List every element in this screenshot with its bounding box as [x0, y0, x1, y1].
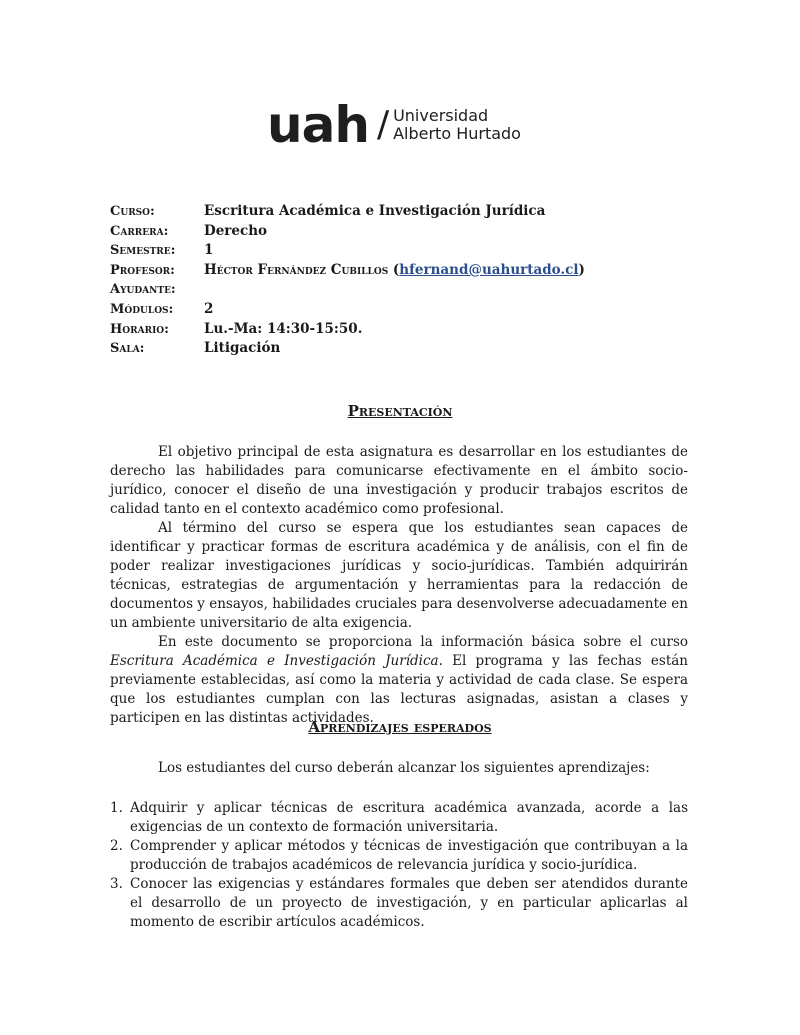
- meta-label: Sala:: [110, 341, 145, 357]
- logo-mark: uah: [267, 96, 369, 154]
- meta-value: 1: [204, 242, 214, 259]
- list-number: 2.: [110, 838, 123, 854]
- meta-label: Profesor:: [110, 262, 175, 278]
- meta-value: Lu.-Ma: 14:30-15:50.: [204, 320, 363, 337]
- list-number: 3.: [110, 876, 123, 892]
- university-logo: [267, 96, 521, 154]
- professor-email-link[interactable]: hfernand@uahurtado.cl: [399, 261, 579, 278]
- meta-label: Horario:: [110, 321, 169, 337]
- meta-value: Héctor Fernández Cubillos (hfernand@uahurtado.cl): [204, 261, 585, 278]
- aprendizajes-intro: [110, 759, 688, 778]
- meta-label: Curso:: [110, 204, 155, 219]
- meta-value: Litigación: [204, 340, 281, 357]
- course-title-italic: Escritura Académica e Investigación Jurídica: [110, 653, 439, 669]
- logo-slash: /: [376, 104, 390, 145]
- logo-name-line1: Universidad: [393, 106, 489, 125]
- list-item: [110, 799, 688, 837]
- meta-row-curso: [110, 202, 585, 222]
- section-title-presentacion: Presentación: [347, 402, 453, 420]
- meta-value: Derecho: [204, 222, 268, 239]
- meta-label: Módulos:: [110, 301, 174, 317]
- logo-name-line2: Alberto Hurtado: [393, 124, 521, 143]
- meta-label: Carrera:: [110, 223, 169, 239]
- meta-row-carrera: [110, 222, 585, 242]
- presentacion-body: [110, 443, 688, 728]
- paragraph: [110, 633, 688, 728]
- meta-row-semestre: [110, 241, 585, 261]
- meta-row-horario: [110, 320, 585, 340]
- list-item: [110, 875, 688, 932]
- learning-outcomes-list: [110, 799, 688, 932]
- list-text: Conocer las exigencias y estándares formales que deben ser atendidos durante el desarrollo de un proyecto de investigación, y en particular aplicarlas al momento de escribir artículos académicos.: [130, 876, 688, 930]
- meta-label: Semestre:: [110, 243, 176, 259]
- meta-row-sala: [110, 339, 585, 359]
- section-title-aprendizajes: Aprendizajes esperados: [308, 718, 492, 736]
- list-number: 1.: [110, 800, 123, 816]
- meta-label: Ayudante:: [110, 282, 176, 298]
- list-item: [110, 837, 688, 875]
- meta-row-modulos: [110, 300, 585, 320]
- meta-value: Escritura Académica e Investigación Jurídica: [204, 203, 546, 219]
- professor-name: Héctor Fernández Cubillos: [204, 261, 389, 278]
- paragraph-text: . El programa y las fechas están previamente establecidas, así como la materia y actividad de cada clase. Se espera que los estudiantes cumplan con las lecturas asignadas, asistan a clases y participen en las distintas actividades.: [110, 653, 688, 726]
- course-info: [110, 202, 585, 359]
- list-text: Comprender y aplicar métodos y técnicas de investigación que contribuyan a la producción de trabajos académicos de relevancia jurídica y socio-jurídica.: [130, 838, 688, 873]
- paragraph: El objetivo principal de esta asignatura es desarrollar en los estudiantes de derecho las habilidades para comunicarse efectivamente en el ámbito socio-jurídico, conocer el diseño de una investigación y producir trabajos escritos de calidad tanto en el contexto académico como profesional.: [110, 444, 688, 517]
- paragraph: Al término del curso se espera que los estudiantes sean capaces de identificar y practicar formas de escritura académica y de análisis, con el fin de poder realizar investigaciones jurídicas y socio-jurídicas. También adquirirán técnicas, estrategias de argumentación y herramientas para la redacción de documentos y ensayos, habilidades cruciales para desenvolverse adecuadamente en un ambiente universitario de alta exigencia.: [110, 520, 688, 631]
- list-text: Adquirir y aplicar técnicas de escritura académica avanzada, acorde a las exigencias de un contexto de formación universitaria.: [130, 800, 688, 835]
- paragraph-text: En este documento se proporciona la información básica sobre el curso: [158, 634, 688, 650]
- meta-row-ayudante: [110, 280, 585, 300]
- meta-row-profesor: [110, 261, 585, 281]
- paragraph: Los estudiantes del curso deberán alcanzar los siguientes aprendizajes:: [158, 760, 650, 776]
- meta-value: 2: [204, 300, 214, 317]
- logo-name: [393, 107, 521, 143]
